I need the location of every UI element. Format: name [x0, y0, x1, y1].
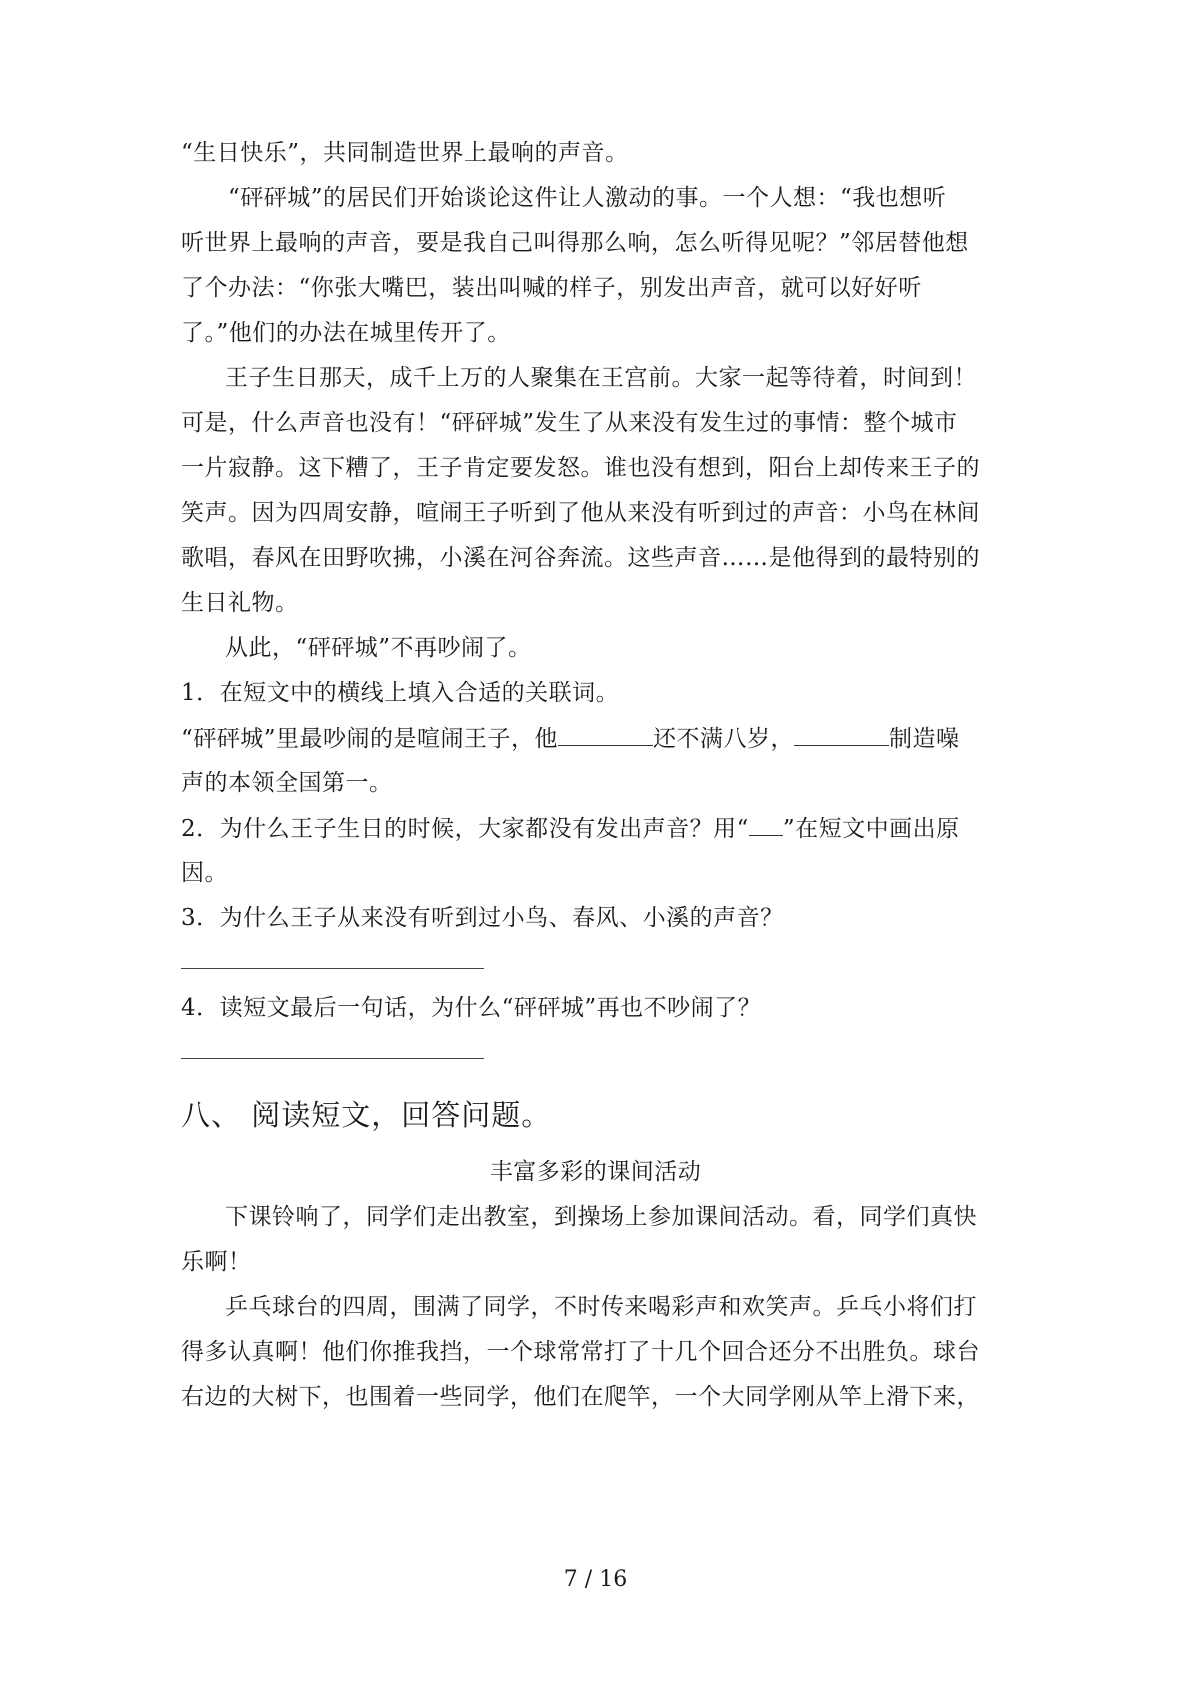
- passage-line: 王子生日那天，成千上万的人聚集在王宫前。大家一起等待着，时间到！: [225, 365, 977, 391]
- question-1-sentence: [181, 723, 1011, 754]
- passage-line: 可是，什么声音也没有！“砰砰城”发生了从来没有发生过的事情：整个城市: [181, 410, 958, 436]
- question-2-prompt-cont: 因。: [181, 860, 228, 886]
- answer-line-q4[interactable]: [181, 1058, 484, 1059]
- underline-mark: [749, 813, 783, 836]
- passage-line: 从此，“砰砰城”不再吵闹了。: [225, 635, 532, 661]
- passage-line: 乒乓球台的四周，围满了同学，不时传来喝彩声和欢笑声。乒乓小将们打: [225, 1294, 977, 1320]
- passage-line: 了个办法：“你张大嘴巴，装出叫喊的样子，别发出声音，就可以好好听: [181, 275, 922, 301]
- passage-line: “生日快乐”，共同制造世界上最响的声音。: [181, 140, 629, 166]
- passage-line: 生日礼物。: [181, 590, 299, 616]
- question-2-prompt: [181, 813, 1011, 844]
- question-1-text: 制造噪: [889, 726, 960, 752]
- question-1-text: 还不满八岁，: [653, 726, 795, 752]
- fill-blank[interactable]: [794, 723, 889, 746]
- passage-line: 下课铃响了，同学们走出教室，到操场上参加课间活动。看，同学们真快: [225, 1204, 977, 1230]
- question-1-prompt: 1．在短文中的横线上填入合适的关联词。: [181, 680, 620, 706]
- page-number: 7 / 16: [563, 1567, 628, 1592]
- passage-line: 听世界上最响的声音，要是我自己叫得那么响，怎么听得见呢？”邻居替他想: [181, 230, 969, 256]
- passage-title: 丰富多彩的课间活动: [489, 1159, 702, 1185]
- passage-line: 乐啊！: [181, 1249, 252, 1275]
- passage-line: 得多认真啊！他们你推我挡，一个球常常打了十几个回合还分不出胜负。球台: [181, 1339, 980, 1365]
- passage-line: “砰砰城”的居民们开始谈论这件让人激动的事。一个人想：“我也想听: [228, 185, 947, 211]
- passage-line: 笑声。因为四周安静，喧闹王子听到了他从来没有听到过的声音：小鸟在林间: [181, 500, 980, 526]
- section-heading: 八、 阅读短文，回答问题。: [181, 1098, 552, 1132]
- question-2-text: 2．为什么王子生日的时候，大家都没有发出声音？用“: [181, 816, 749, 842]
- passage-line: 了。”他们的办法在城里传开了。: [181, 320, 511, 346]
- question-2-text: ”在短文中画出原: [782, 816, 960, 842]
- question-4-prompt: 4．读短文最后一句话，为什么“砰砰城”再也不吵闹了？: [181, 995, 762, 1021]
- passage-line: 歌唱，春风在田野吹拂，小溪在河谷奔流。这些声音……是他得到的最特别的: [181, 545, 980, 571]
- passage-line: 右边的大树下，也围着一些同学，他们在爬竿，一个大同学刚从竿上滑下来，: [181, 1384, 980, 1410]
- fill-blank[interactable]: [558, 723, 653, 746]
- question-3-prompt: 3．为什么王子从来没有听到过小鸟、春风、小溪的声音？: [181, 905, 784, 931]
- passage-line: 一片寂静。这下糟了，王子肯定要发怒。谁也没有想到，阳台上却传来王子的: [181, 455, 980, 481]
- question-1-sentence-cont: 声的本领全国第一。: [181, 770, 393, 796]
- question-1-text: “砰砰城”里最吵闹的是喧闹王子，他: [181, 726, 559, 752]
- answer-line-q3[interactable]: [181, 968, 484, 969]
